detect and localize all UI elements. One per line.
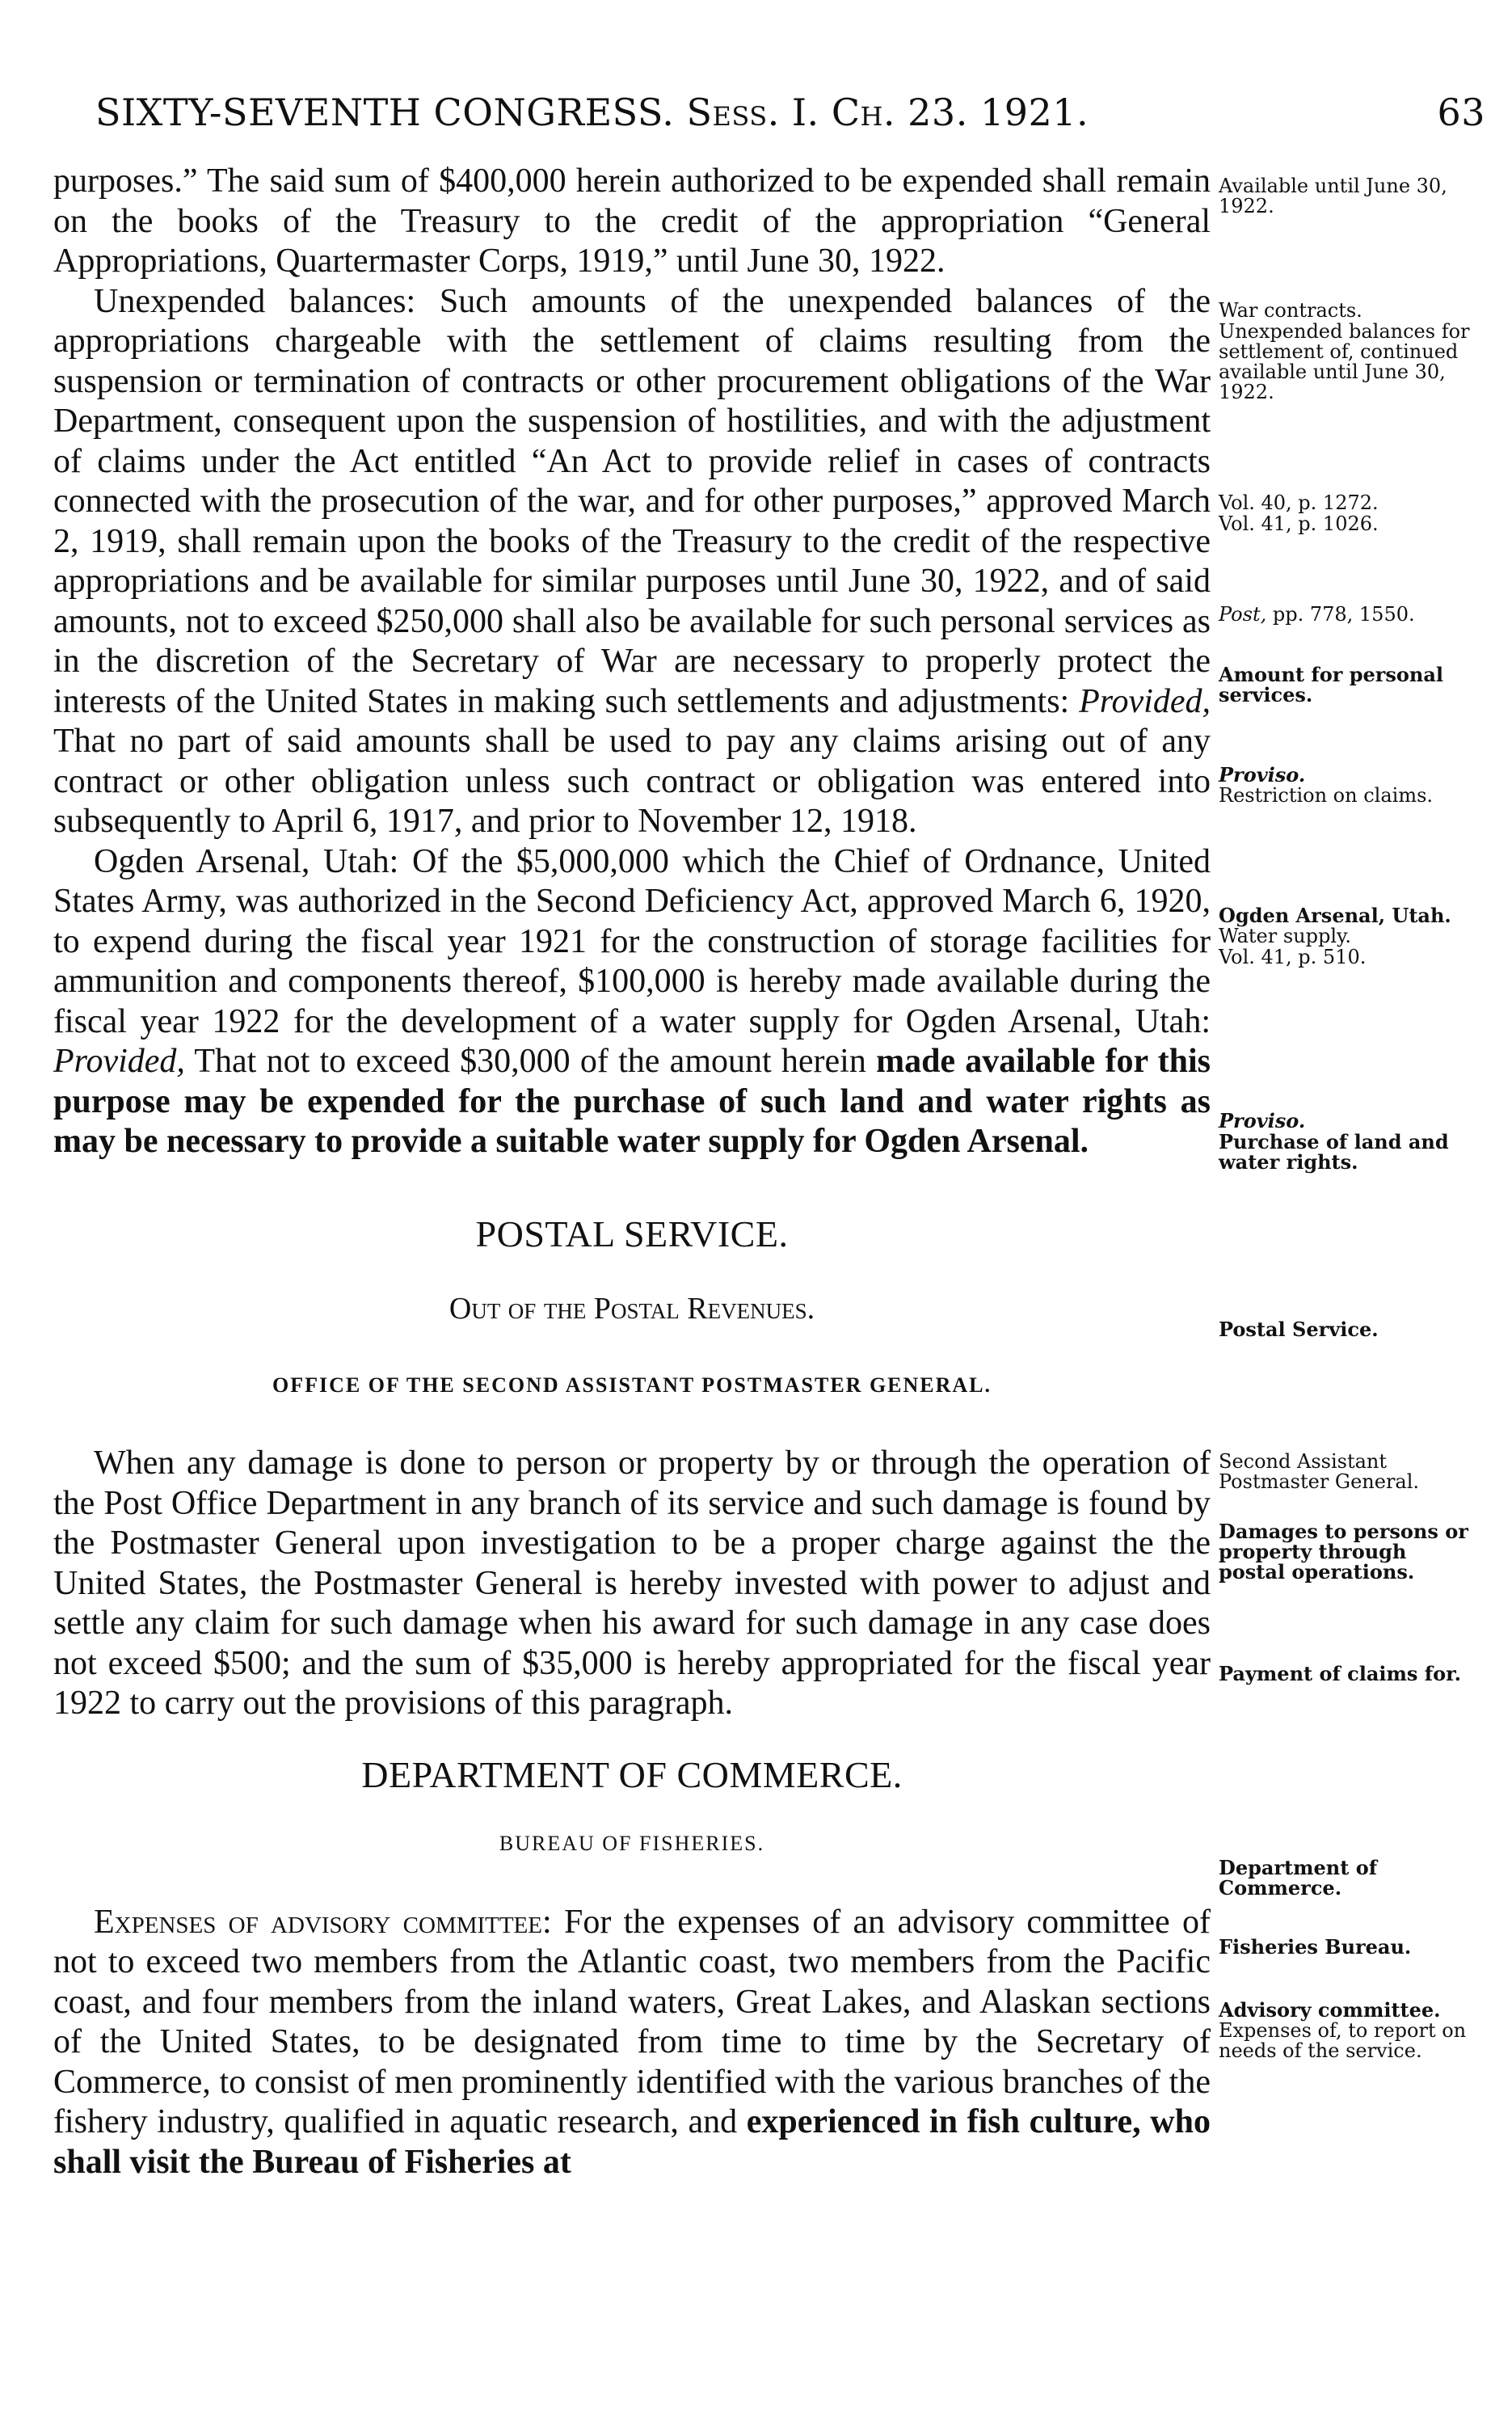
paragraph-purposes: purposes.” The said sum of $400,000 herein authorized to be expended shall remain on the books of the Treasury to the credit of the appropriation “General Appropriations, Quartermaster Corps, 1919,” until June 30, 1922.: [53, 162, 1211, 280]
note-fisheries-bureau: Fisheries Bureau.: [1219, 1935, 1412, 1959]
note-advisory-committee: Advisory committee.: [1219, 1998, 1441, 2022]
congress-title: SIXTY-SEVENTH CONGRESS.: [95, 91, 675, 134]
heading-postal-service: POSTAL SERVICE.: [475, 1212, 789, 1255]
post-label: Post,: [1219, 603, 1267, 626]
proviso-label: Proviso.: [1219, 1109, 1306, 1132]
note-vol-41: Vol. 41, p. 1026.: [1219, 512, 1379, 535]
note-ogden-arsenal: Ogden Arsenal, Utah.: [1219, 904, 1451, 927]
note-vol-40: Vol. 40, p. 1272.: [1219, 491, 1379, 514]
note-proviso-1: [1219, 765, 1477, 786]
running-head: [95, 91, 1485, 139]
ogden-text-a: Ogden Arsenal, Utah: Of the $5,000,000 which the Chief of Ordnance, United States Army, was authorized in the Second Deficiency Act, approved March 6, 1920, to expend during the fiscal year 1921 for the construction of storage facilities for ammunition and components thereof, $100,000 is hereby made available during the fiscal year 1922 for the development of a water supply for Ogden Arsenal, Utah:: [53, 842, 1211, 1040]
paragraph-unexpended-balances: [53, 282, 1211, 842]
year-label: 1921.: [979, 91, 1089, 134]
heading-second-assistant-office: OFFICE OF THE SECOND ASSISTANT POSTMASTER GENERAL.: [272, 1373, 992, 1397]
note-expenses-report: Expenses of, to report on needs of the service.: [1219, 2019, 1467, 2062]
note-purchase-land: Purchase of land and water rights.: [1219, 1130, 1449, 1174]
note-restriction-claims: Restriction on claims.: [1219, 784, 1434, 807]
post-pages: pp. 778, 1550.: [1266, 603, 1415, 626]
note-amount-personal: Amount for personal services.: [1219, 663, 1444, 706]
heading-bureau-of-fisheries: BUREAU OF FISHERIES.: [499, 1832, 765, 1855]
note-post-pages: [1219, 605, 1477, 625]
chapter-label: Ch. 23.: [831, 91, 968, 134]
note-war-contracts: War contracts.: [1219, 299, 1362, 322]
note-water-supply: Water supply.: [1219, 925, 1352, 947]
unexpended-text-a: Unexpended balances: Such amounts of the unexpended balances of the appropriations chargeable with the settlement of claims resulting from the suspension or termination of contracts or other procurement obligations of the War Department, consequent upon the suspension of hostilities, and with the adjustment of claims under the Act entitled “An Act to provide relief in cases of contracts connected with the prosecution of the war, and for other purposes,” approved March 2, 1919, shall remain upon the books of the Treasury to the credit of the respective appropriations and be available for similar purposes until June 30, 1922, and of said amounts, not to exceed $250,000 shall also be available for such personal services as in the discretion of the Secretary of War are necessary to properly protect the interests of the United States in making such settlements and adjustments:: [53, 282, 1211, 720]
unexpended-text-b: That no part of said amounts shall be used to pay any claims arising out of any contract or other obligation unless such contract or obligation was entered into subsequently to April 6, 1917, and prior to November 12, 1918.: [53, 723, 1211, 840]
note-vol-41-510: Vol. 41, p. 510.: [1219, 946, 1367, 968]
heading-postal-revenues: Out of the Postal Revenues.: [449, 1292, 815, 1326]
paragraph-ogden-arsenal: [53, 842, 1211, 1162]
note-department-commerce: Department of Commerce.: [1219, 1856, 1378, 1900]
note-payment-claims: Payment of claims for.: [1219, 1662, 1461, 1685]
page-number: 63: [1437, 91, 1485, 134]
session-label: Sess. I.: [686, 91, 819, 134]
note-available-june: Available until June 30, 1922.: [1219, 175, 1447, 217]
proviso-label: Proviso.: [1219, 763, 1306, 786]
provided-keyword: Provided,: [53, 1043, 185, 1080]
ogden-text-b: That not to exceed $30,000 of the amount herein: [184, 1043, 877, 1080]
note-damages: Damages to persons or property through postal operations.: [1219, 1520, 1468, 1583]
running-title: [95, 91, 1089, 134]
main-text-column: [53, 162, 1211, 2182]
paragraph-advisory-committee: [53, 1903, 1211, 2183]
note-unexpended-balances: Unexpended balances for settlement of, continued available until June 30, 1922.: [1219, 320, 1470, 403]
advisory-lead: Expenses of advisory committee:: [94, 1903, 552, 1941]
note-proviso-2: [1219, 1111, 1477, 1132]
note-second-assistant: Second Assistant Postmaster General.: [1219, 1450, 1420, 1493]
heading-department-of-commerce: DEPARTMENT OF COMMERCE.: [361, 1753, 903, 1795]
advisory-text-a: For the expenses of an advisory committee of not to exceed two members from the Atlantic coast, two members from the Pacific coast, and four members from the inland waters, Great Lakes, and Alaskan sections of the United States, to be designated from time to time by the Secretary of Commerce, to consist of men prominently identified with the various branches of the fishery industry, qualified in aquatic research, and: [53, 1903, 1211, 2140]
advisory-text-b: experienced in fish culture, who shall visit the Bureau of Fisheries at: [53, 2103, 1211, 2181]
provided-keyword: Provided,: [1079, 682, 1211, 720]
note-postal-service: Postal Service.: [1219, 1318, 1379, 1341]
ogden-text-c: made available for this purpose may be expended for the purchase of such land and water rights as may be necessary to provide a suitable water supply for Ogden Arsenal.: [53, 1043, 1211, 1160]
paragraph-postal-damages: When any damage is done to person or property by or through the operation of the Post Office Department in any branch of its service and such damage is found by the Postmaster General upon investigation to be a proper charge against the the United States, the Postmaster General is hereby invested with power to adjust and settle any claim for such damage when his award for such damage in any case does not exceed $500; and the sum of $35,000 is hereby appropriated for the fiscal year 1922 to carry out the provisions of this paragraph.: [53, 1444, 1211, 1722]
